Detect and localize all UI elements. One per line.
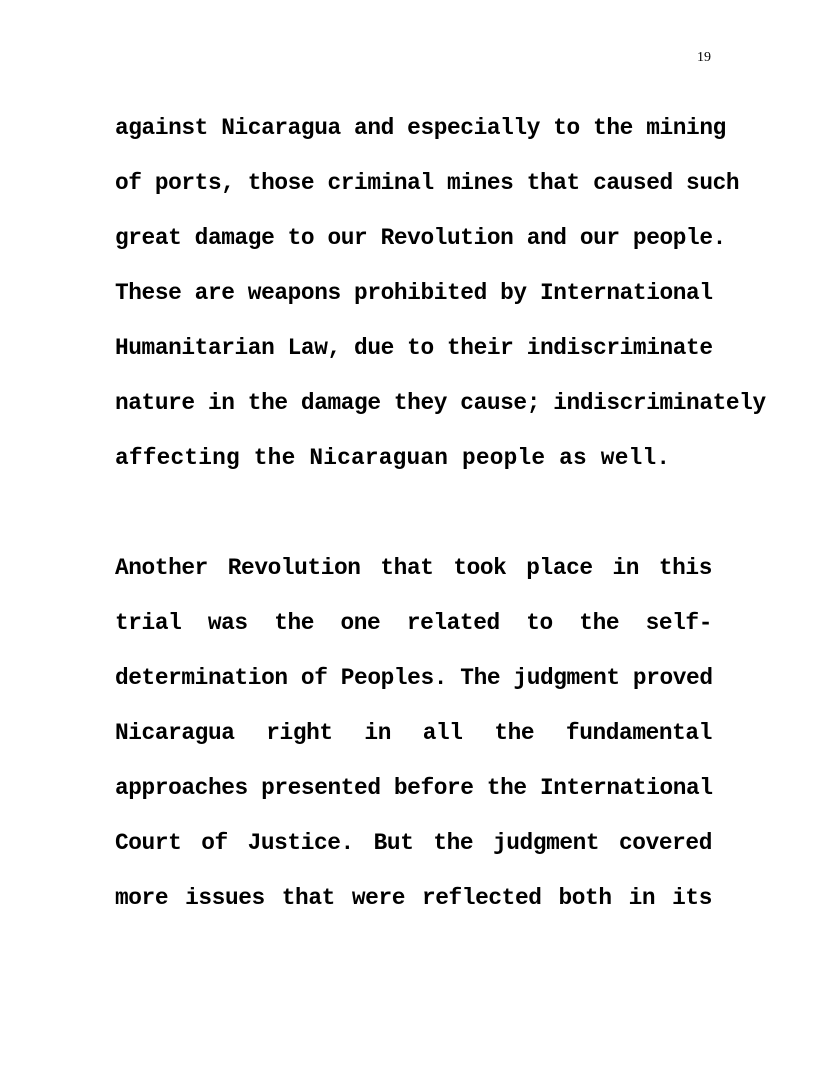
- page-number: 19: [697, 50, 711, 65]
- text-line: great damage to our Revolution and our people.: [115, 225, 726, 251]
- text-line: Another Revolution that took place in this: [115, 555, 712, 581]
- text-line: Humanitarian Law, due to their indiscriminate: [115, 335, 713, 361]
- text-line: trial was the one related to the self-: [115, 610, 712, 636]
- paragraph: [115, 541, 712, 926]
- text-line: Court of Justice. But the judgment covered: [115, 830, 712, 856]
- text-line: more issues that were reflected both in its: [115, 885, 712, 911]
- text-line: nature in the damage they cause; indiscriminately: [115, 390, 766, 416]
- text-line: determination of Peoples. The judgment proved: [115, 665, 713, 691]
- text-line: Nicaragua right in all the fundamental: [115, 720, 712, 746]
- text-line: against Nicaragua and especially to the mining: [115, 115, 726, 141]
- text-line: of ports, those criminal mines that caused such: [115, 170, 740, 196]
- text-line: affecting the Nicaraguan people as well.: [115, 445, 671, 471]
- text-line: These are weapons prohibited by International: [115, 280, 713, 306]
- text-line: approaches presented before the International: [115, 775, 713, 801]
- paragraph: [115, 101, 766, 486]
